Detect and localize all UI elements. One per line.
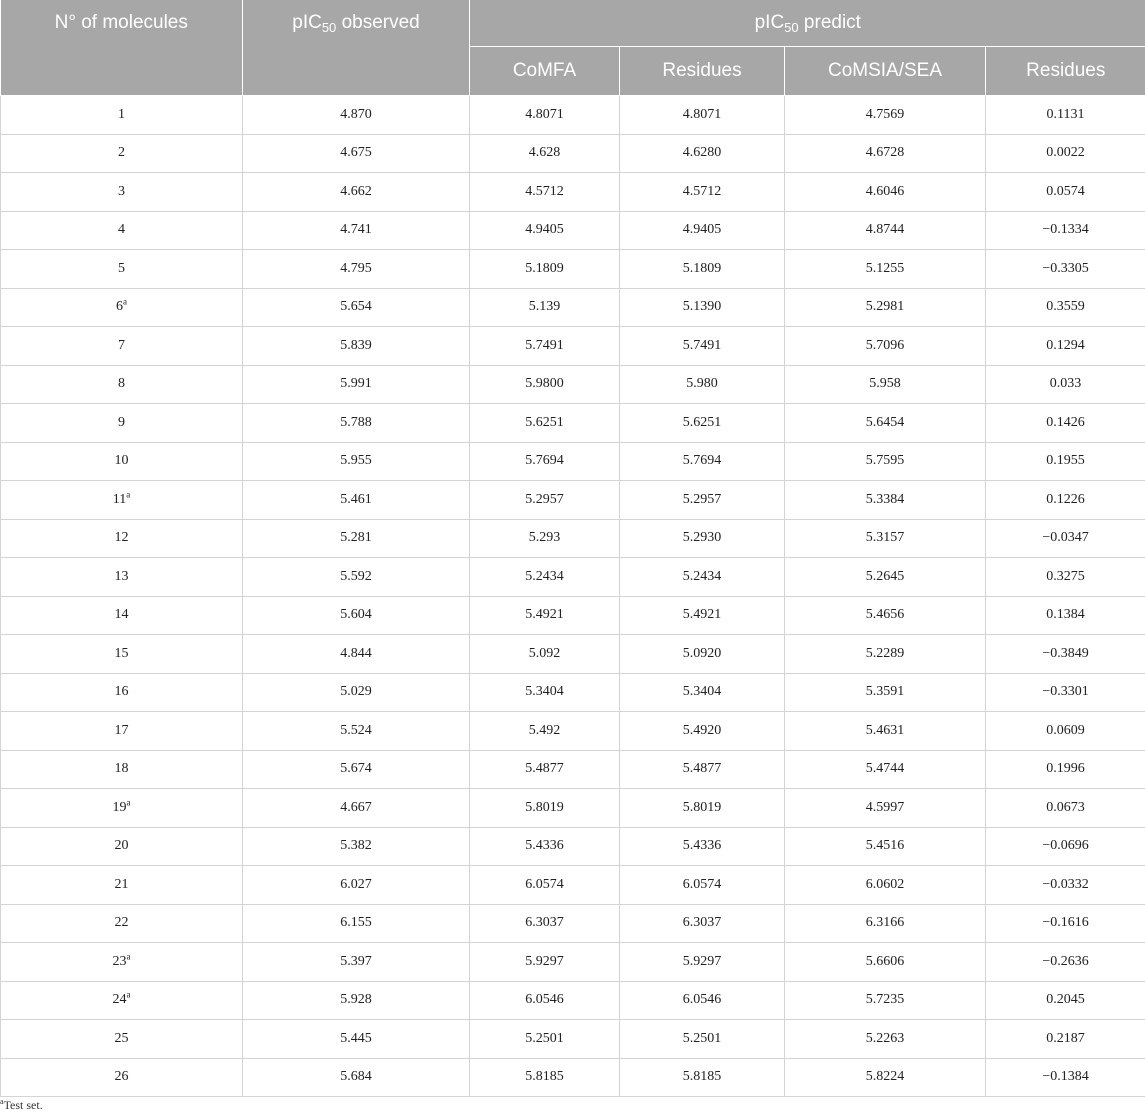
test-set-mark: a [126,489,131,500]
cell-residues-comsia: −0.1384 [986,1058,1145,1097]
cell-observed: 4.844 [243,635,470,674]
cell-residues-comsia: 0.3275 [986,558,1145,597]
cell-residues-comfa: 6.0574 [620,866,785,905]
cell-molecule-number: 15 [1,635,243,674]
cell-residues-comfa: 5.7491 [620,327,785,366]
cell-comfa: 5.4336 [470,827,620,866]
cell-comfa: 5.6251 [470,404,620,443]
cell-comsia-sea: 4.7569 [785,96,986,135]
footnote-text: Test set. [3,1098,43,1112]
cell-residues-comfa: 5.4336 [620,827,785,866]
cell-residues-comsia: 0.0574 [986,173,1145,212]
cell-residues-comfa: 5.4920 [620,712,785,751]
cell-comsia-sea: 6.3166 [785,904,986,943]
cell-molecule-number: 20 [1,827,243,866]
cell-residues-comsia: 0.1955 [986,442,1145,481]
cell-molecule-number: 26 [1,1058,243,1097]
cell-residues-comfa: 6.3037 [620,904,785,943]
cell-observed: 5.955 [243,442,470,481]
cell-molecule-number: 11$^a$ [1,481,243,520]
cell-residues-comfa: 5.4921 [620,596,785,635]
cell-observed: 5.788 [243,404,470,443]
cell-comfa: 5.7694 [470,442,620,481]
table-row [1,981,1145,1020]
cell-observed: 5.445 [243,1020,470,1059]
cell-comfa: 5.2434 [470,558,620,597]
cell-comsia-sea: 5.6606 [785,943,986,982]
header-pic50-predict: pIC$_{50}$ predict [470,0,1145,47]
cell-comfa: 5.2957 [470,481,620,520]
table-row [1,250,1145,289]
cell-molecule-number: 21 [1,866,243,905]
cell-residues-comfa: 5.8019 [620,789,785,828]
cell-residues-comfa: 5.8185 [620,1058,785,1097]
cell-molecule-number: 16 [1,673,243,712]
cell-comsia-sea: 5.1255 [785,250,986,289]
table-row [1,904,1145,943]
cell-observed: 5.281 [243,519,470,558]
cell-residues-comsia: 0.0673 [986,789,1145,828]
cell-residues-comfa: 5.0920 [620,635,785,674]
header-comsia-sea: CoMSIA/SEA [785,47,986,96]
header-residues-comfa: Residues [620,47,785,96]
cell-comfa: 5.3404 [470,673,620,712]
cell-residues-comfa: 6.0546 [620,981,785,1020]
cell-comfa: 4.8071 [470,96,620,135]
cell-molecule-number: 17 [1,712,243,751]
cell-residues-comsia: −0.0347 [986,519,1145,558]
table-row [1,173,1145,212]
cell-observed: 5.592 [243,558,470,597]
cell-comsia-sea: 4.6728 [785,134,986,173]
cell-comfa: 5.8185 [470,1058,620,1097]
cell-comsia-sea: 5.7096 [785,327,986,366]
header-molecules: N° of molecules [1,0,243,96]
cell-comsia-sea: 5.2981 [785,288,986,327]
table-body [1,96,1145,1097]
cell-observed: 5.397 [243,943,470,982]
cell-observed: 5.524 [243,712,470,751]
cell-observed: 6.027 [243,866,470,905]
cell-comsia-sea: 5.8224 [785,1058,986,1097]
cell-residues-comfa: 5.3404 [620,673,785,712]
cell-residues-comsia: 0.0022 [986,134,1145,173]
table-row [1,404,1145,443]
cell-molecule-number: 8 [1,365,243,404]
cell-residues-comfa: 4.6280 [620,134,785,173]
cell-residues-comsia: 0.2187 [986,1020,1145,1059]
cell-residues-comsia: −0.1334 [986,211,1145,250]
cell-residues-comfa: 5.980 [620,365,785,404]
cell-observed: 6.155 [243,904,470,943]
cell-residues-comfa: 5.1390 [620,288,785,327]
cell-residues-comfa: 4.9405 [620,211,785,250]
cell-residues-comsia: −0.2636 [986,943,1145,982]
cell-observed: 5.461 [243,481,470,520]
cell-residues-comsia: −0.0332 [986,866,1145,905]
table-row [1,481,1145,520]
cell-comfa: 5.4921 [470,596,620,635]
cell-residues-comsia: −0.3849 [986,635,1145,674]
cell-residues-comsia: 0.033 [986,365,1145,404]
cell-comsia-sea: 5.3384 [785,481,986,520]
cell-residues-comsia: 0.3559 [986,288,1145,327]
cell-comsia-sea: 5.7595 [785,442,986,481]
cell-residues-comfa: 5.2930 [620,519,785,558]
cell-molecule-number: 9 [1,404,243,443]
cell-residues-comfa: 4.5712 [620,173,785,212]
cell-comfa: 5.1809 [470,250,620,289]
table-row [1,365,1145,404]
cell-residues-comsia: 0.2045 [986,981,1145,1020]
cell-comsia-sea: 5.7235 [785,981,986,1020]
cell-residues-comsia: 0.0609 [986,712,1145,751]
cell-molecule-number: 12 [1,519,243,558]
cell-observed: 5.684 [243,1058,470,1097]
cell-comfa: 5.139 [470,288,620,327]
cell-observed: 5.654 [243,288,470,327]
cell-comfa: 5.9800 [470,365,620,404]
table-row [1,519,1145,558]
test-set-mark: a [126,989,131,1000]
cell-residues-comfa: 5.7694 [620,442,785,481]
cell-molecule-number: 19$^a$ [1,789,243,828]
cell-comsia-sea: 4.6046 [785,173,986,212]
cell-molecule-number: 24$^a$ [1,981,243,1020]
table-header [1,0,1145,96]
cell-comfa: 5.4877 [470,750,620,789]
table-row [1,712,1145,751]
cell-comsia-sea: 5.2263 [785,1020,986,1059]
table-row [1,673,1145,712]
cell-residues-comfa: 5.1809 [620,250,785,289]
table-row [1,327,1145,366]
cell-comsia-sea: 4.5997 [785,789,986,828]
cell-observed: 4.870 [243,96,470,135]
cell-molecule-number: 18 [1,750,243,789]
cell-comsia-sea: 5.4744 [785,750,986,789]
table-row [1,558,1145,597]
table-row [1,134,1145,173]
cell-residues-comfa: 5.2957 [620,481,785,520]
cell-comsia-sea: 5.3591 [785,673,986,712]
table-row [1,866,1145,905]
cell-observed: 5.604 [243,596,470,635]
cell-molecule-number: 1 [1,96,243,135]
test-set-mark: a [126,951,131,962]
cell-molecule-number: 22 [1,904,243,943]
table-row [1,1020,1145,1059]
table-row [1,96,1145,135]
cell-residues-comsia: −0.0696 [986,827,1145,866]
cell-molecule-number: 14 [1,596,243,635]
cell-molecule-number: 25 [1,1020,243,1059]
table-row [1,827,1145,866]
cell-comfa: 5.092 [470,635,620,674]
cell-residues-comfa: 5.2501 [620,1020,785,1059]
cell-comfa: 6.3037 [470,904,620,943]
footnote-mark: a [0,1097,4,1106]
cell-comsia-sea: 5.4631 [785,712,986,751]
cell-observed: 5.029 [243,673,470,712]
cell-comsia-sea: 5.4516 [785,827,986,866]
cell-residues-comsia: −0.3305 [986,250,1145,289]
cell-observed: 5.991 [243,365,470,404]
cell-observed: 5.839 [243,327,470,366]
cell-comfa: 5.492 [470,712,620,751]
cell-comfa: 5.9297 [470,943,620,982]
cell-observed: 4.667 [243,789,470,828]
cell-molecule-number: 5 [1,250,243,289]
table-row [1,943,1145,982]
table-row [1,211,1145,250]
cell-molecule-number: 7 [1,327,243,366]
cell-comsia-sea: 4.8744 [785,211,986,250]
cell-comsia-sea: 5.4656 [785,596,986,635]
cell-molecule-number: 13 [1,558,243,597]
header-residues-comsia: Residues [986,47,1145,96]
cell-molecule-number: 23$^a$ [1,943,243,982]
cell-residues-comfa: 5.2434 [620,558,785,597]
cell-residues-comfa: 5.4877 [620,750,785,789]
cell-comfa: 5.293 [470,519,620,558]
cell-residues-comsia: 0.1426 [986,404,1145,443]
cell-molecule-number: 4 [1,211,243,250]
cell-observed: 5.674 [243,750,470,789]
cell-residues-comsia: −0.3301 [986,673,1145,712]
cell-comsia-sea: 5.2289 [785,635,986,674]
cell-observed: 4.795 [243,250,470,289]
cell-comfa: 4.5712 [470,173,620,212]
cell-comsia-sea: 6.0602 [785,866,986,905]
cell-residues-comsia: 0.1226 [986,481,1145,520]
cell-comfa: 6.0546 [470,981,620,1020]
table-row [1,1058,1145,1097]
cell-residues-comsia: 0.1131 [986,96,1145,135]
cell-comfa: 4.628 [470,134,620,173]
cell-comsia-sea: 5.6454 [785,404,986,443]
cell-molecule-number: 2 [1,134,243,173]
cell-comsia-sea: 5.958 [785,365,986,404]
cell-observed: 5.928 [243,981,470,1020]
cell-observed: 4.741 [243,211,470,250]
table-row [1,288,1145,327]
footnote [0,1098,43,1113]
cell-molecule-number: 10 [1,442,243,481]
cell-residues-comfa: 4.8071 [620,96,785,135]
header-comfa: CoMFA [470,47,620,96]
cell-comfa: 5.7491 [470,327,620,366]
cell-observed: 4.662 [243,173,470,212]
cell-residues-comsia: −0.1616 [986,904,1145,943]
cell-residues-comsia: 0.1996 [986,750,1145,789]
cell-residues-comsia: 0.1294 [986,327,1145,366]
cell-observed: 4.675 [243,134,470,173]
table-row [1,442,1145,481]
cell-comsia-sea: 5.2645 [785,558,986,597]
table-row [1,789,1145,828]
cell-molecule-number: 3 [1,173,243,212]
cell-observed: 5.382 [243,827,470,866]
cell-residues-comsia: 0.1384 [986,596,1145,635]
cell-comfa: 5.2501 [470,1020,620,1059]
cell-residues-comfa: 5.9297 [620,943,785,982]
cell-molecule-number: 6$^a$ [1,288,243,327]
table-row [1,750,1145,789]
test-set-mark: a [126,797,131,808]
test-set-mark: a [123,296,127,307]
cell-comfa: 6.0574 [470,866,620,905]
cell-residues-comfa: 5.6251 [620,404,785,443]
cell-comfa: 5.8019 [470,789,620,828]
cell-comsia-sea: 5.3157 [785,519,986,558]
table-row [1,596,1145,635]
header-pic50-observed: pIC$_{50}$ observed [243,0,470,96]
table-row [1,635,1145,674]
cell-comfa: 4.9405 [470,211,620,250]
